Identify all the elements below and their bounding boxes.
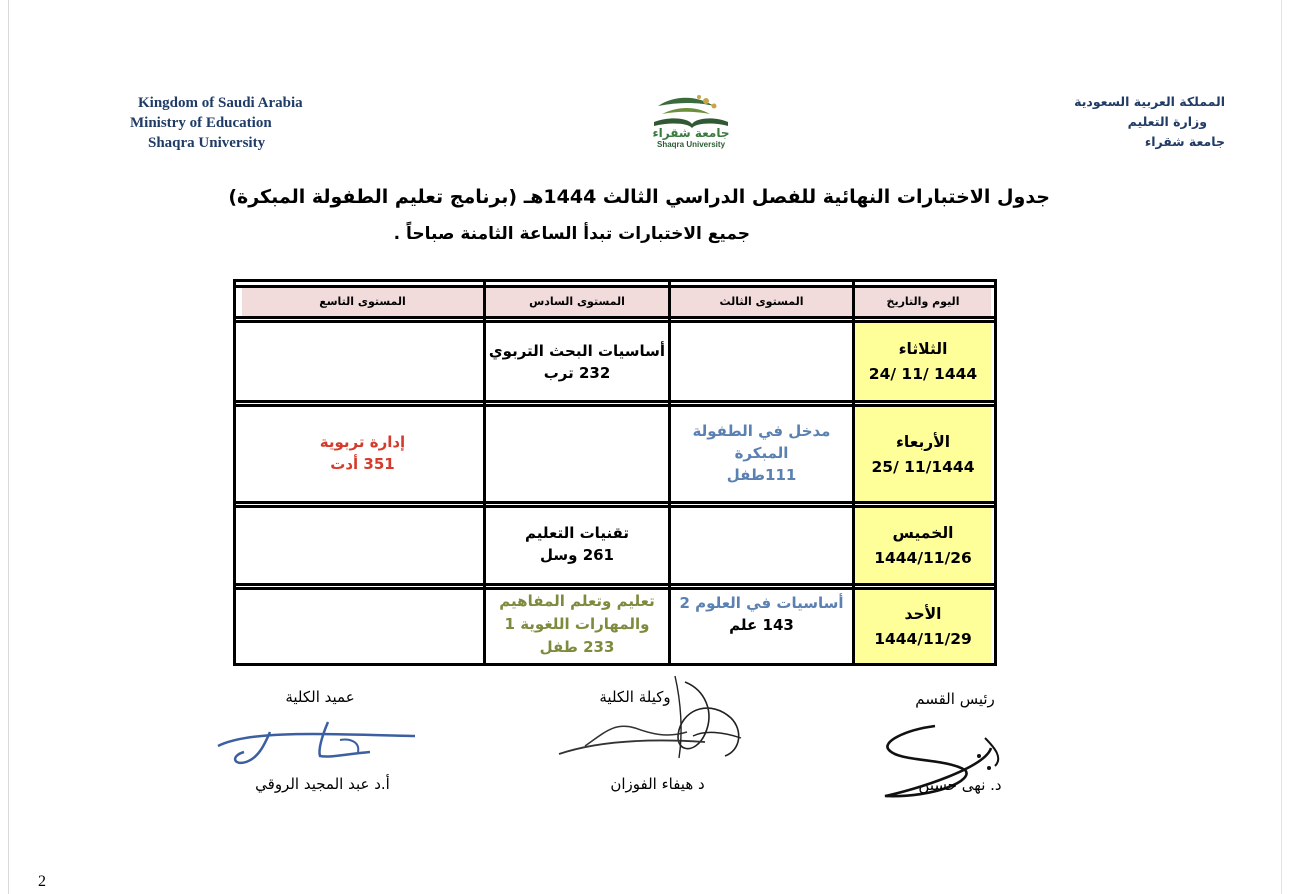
exam-date: 1444/11/29	[874, 629, 972, 648]
header-english-block	[130, 93, 330, 153]
course-name: مدخل في الطفولة	[692, 422, 831, 440]
course-code: 232 ترب	[543, 364, 611, 382]
table-divider	[483, 282, 486, 663]
exam-date: 1444/11/26	[874, 549, 972, 567]
header-en-line: Kingdom of Saudi Arabia	[138, 95, 303, 111]
day-date-cell	[855, 508, 991, 584]
page-edge	[1281, 0, 1282, 894]
table-divider	[236, 583, 994, 586]
course-name: أساسيات في العلوم 2	[679, 594, 844, 612]
course-name: تعليم وتعلم المفاهيم	[499, 592, 655, 610]
header-cell-level9	[242, 288, 483, 316]
header-cell-day-date	[855, 288, 991, 316]
exam-date: 24/ 11/ 1444	[868, 365, 978, 383]
course-name: إدارة تربوية	[319, 433, 406, 451]
course-code: 143 علم	[729, 616, 794, 634]
header-arabic-block	[1040, 92, 1225, 152]
dean-signature	[210, 712, 430, 772]
course-name: المبكرة	[734, 444, 789, 462]
day-date-cell	[855, 590, 991, 663]
course-code: 111طفل	[726, 466, 797, 484]
table-divider	[236, 505, 994, 508]
course-cell-level3	[671, 403, 852, 503]
course-cell-level6	[486, 588, 668, 663]
course-code: 233 طفل	[539, 638, 615, 656]
department-head-title: رئيس القسم	[915, 690, 995, 708]
header-label: المستوى التاسع	[319, 295, 406, 308]
table-divider	[236, 316, 994, 319]
table-divider	[236, 587, 994, 590]
logo-arabic-text: جامعة شقراء	[652, 126, 730, 140]
course-cell-level3	[671, 588, 852, 640]
exam-schedule-table	[233, 279, 997, 666]
header-label: المستوى الثالث	[719, 295, 804, 308]
course-cell-level6	[486, 322, 668, 402]
logo-english-text: Shaqra University	[656, 140, 726, 149]
course-code: 351 أدت	[330, 455, 395, 473]
course-cell-level9	[242, 403, 483, 503]
day-date-cell	[855, 322, 991, 402]
day-name: الثلاثاء	[898, 340, 948, 358]
schedule-title: جدول الاختبارات النهائية للفصل الدراسي الثالث 1444هـ (برنامج تعليم الطفولة المبكرة)	[228, 186, 1050, 208]
table-divider	[236, 400, 994, 403]
header-en-line: Ministry of Education	[130, 115, 272, 131]
day-name: الأربعاء	[895, 433, 951, 451]
page-edge	[8, 0, 9, 894]
table-divider	[236, 501, 994, 504]
course-code: 261 وسل	[540, 546, 614, 564]
department-head-signature	[875, 718, 1025, 808]
header-cell-level3	[671, 288, 852, 316]
table-divider	[236, 320, 994, 323]
vice-dean-signature	[555, 672, 755, 767]
department-head-name: د. نهى حسين	[918, 776, 1002, 794]
course-name: والمهارات اللغوية 1	[504, 615, 650, 633]
course-name: تقنيات التعليم	[525, 524, 629, 542]
header-cell-level6	[486, 288, 668, 316]
table-divider	[236, 285, 994, 288]
table-divider	[852, 282, 855, 663]
header-ar-line: وزارة التعليم	[1127, 114, 1207, 129]
table-divider	[668, 282, 671, 663]
page-number: 2	[38, 873, 46, 890]
day-name: الأحد	[904, 604, 942, 623]
header-label: اليوم والتاريخ	[886, 295, 960, 308]
header-label: المستوى السادس	[529, 295, 625, 308]
course-name: أساسيات البحث التربوي	[488, 342, 666, 360]
day-name: الخميس	[892, 524, 954, 542]
schedule-subtitle: جميع الاختبارات تبدأ الساعة الثامنة صباحاً .	[393, 224, 750, 244]
exam-date: 25/ 11/1444	[871, 458, 975, 476]
dean-name: أ.د عبد المجيد الروقي	[255, 775, 390, 793]
header-en-line: Shaqra University	[148, 135, 266, 151]
header-ar-line: المملكة العربية السعودية	[1074, 94, 1225, 109]
header-ar-line: جامعة شقراء	[1144, 134, 1225, 149]
course-cell-level6	[486, 504, 668, 584]
table-divider	[236, 404, 994, 407]
dean-title: عميد الكلية	[285, 688, 355, 706]
vice-dean-name: د هيفاء الفوزان	[610, 775, 705, 793]
day-date-cell	[855, 407, 991, 503]
vice-dean-title: وكيلة الكلية	[599, 688, 671, 706]
